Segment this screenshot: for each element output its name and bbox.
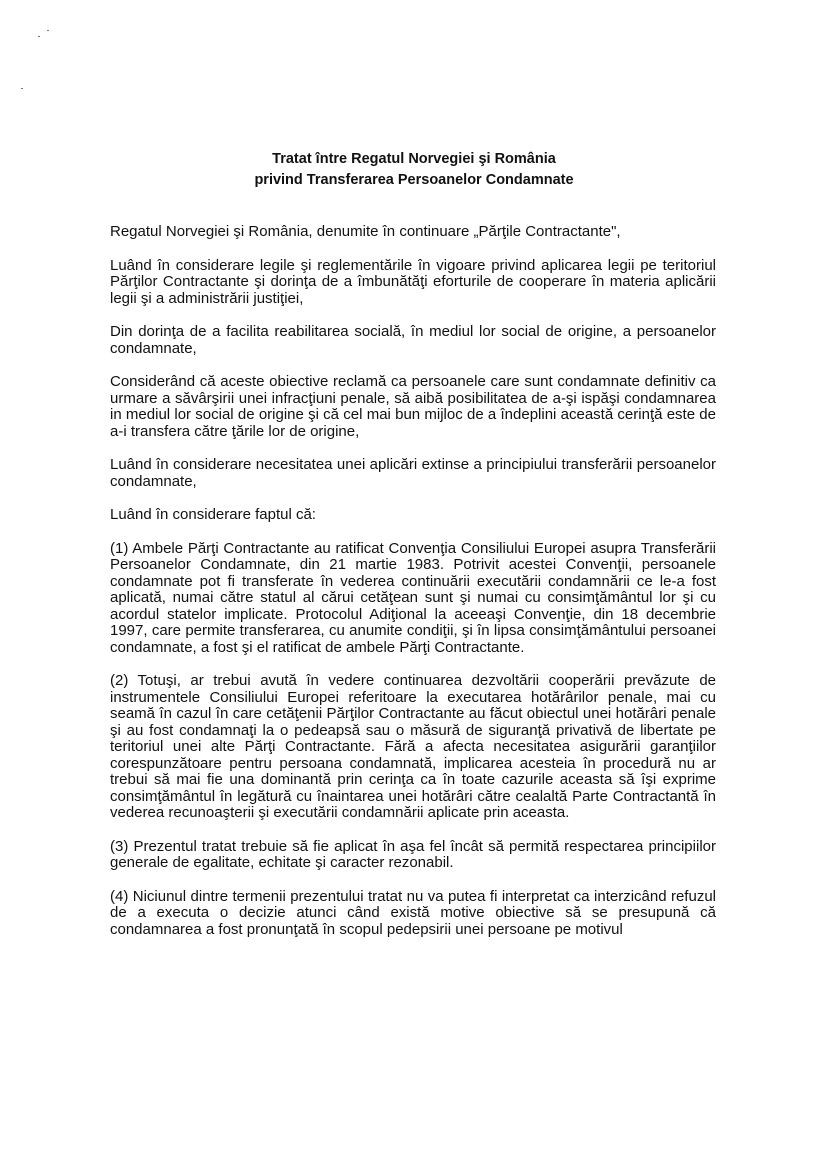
paragraph-point-4: (4) Niciunul dintre termenii prezentului tratat nu va putea fi interpretat ca interzicând refuzul de a executa o decizie atunci când există motive obiective să se presupună că condamnarea a fost pronunţată în scopul pedepsirii unei persoane pe motivul [110,887,716,938]
paragraph-point-1: (1) Ambele Părţi Contractante au ratificat Convenţia Consiliului Europei asupra Transferării Persoanelor Condamnate, din 21 martie 1983. Potrivit acestei Convenţii, persoanele condamnate pot fi transferate în vederea continuării executării condamnării ce le-a fost aplicată, numai către statul al cărui cetăţean sunt şi numai cu consimţământul lor şi cu acordul statelor implicate. Protocolul Adiţional la aceeaşi Convenţie, din 18 decembrie 1997, care permite transferarea, cu anumite condiţii, şi în lipsa consimţământului persoanei condamnate, a fost şi el ratificat de ambele Părţi Contractante. [110,539,716,656]
paragraph-legislation: Luând în considerare legile şi reglementările în vigoare privind aplicarea legii pe teritoriul Părţilor Contractante şi dorinţa de a îmbunătăţi eforturile de cooperare în materia aplicării legii şi a administrării justiţiei, [110,256,716,307]
document-body [110,224,716,955]
paragraph-parties: Regatul Norvegiei şi România, denumite în continuare „Părţile Contractante", [110,223,621,240]
paragraph-considering: Luând în considerare faptul că: [110,506,316,523]
document-title [0,149,828,191]
paragraph-rehabilitation: Din dorinţa de a facilita reabilitarea socială, în mediul lor social de origine, a persoanelor condamnate, [110,323,716,357]
paragraph-point-3: (3) Prezentul tratat trebuie să fie aplicat în aşa fel încât să permită respectarea principiilor generale de egalitate, echitate şi caracter rezonabil. [110,837,716,871]
paragraph-extended-application: Luând în considerare necesitatea unei aplicări extinse a principiului transferării persoanelor condamnate, [110,456,716,490]
paragraph-objectives: Considerând că aceste obiective reclamă ca persoanele care sunt condamnate definitiv ca urmare a săvârşirii unei infracţiuni penale, să aibă posibilitatea de a-şi ispăşi condamnarea in mediul lor social de origine şi că cel mai bun mijloc de a îndeplini această cerinţă este de a-i transfera către ţările lor de origine, [110,373,716,440]
title-line-2: privind Transferarea Persoanelor Condamnate [254,172,574,188]
paragraph-point-2: (2) Totuşi, ar trebui avută în vedere continuarea dezvoltării cooperării prevăzute de instrumentele Consiliului Europei referitoare la executarea hotărârilor penale, mai cu seamă în cazul în care cetăţenii Părţilor Contractante au făcut obiectul unei hotărâri penale şi au fost condamnaţi la o pedeapsă sau o măsură de siguranţă privativă de libertate pe teritoriul unei alte Părţi Contractante. Fără a afecta necesitatea asigurării garanţiilor corespunzătoare pentru persoana condamnată, implicarea acesteia în procedură nu ar trebui să mai fie una dominantă prin cerinţa ca în toate cazurile aceasta să îşi exprime consimţământul în legătură cu înaintarea unei hotărâri către cealaltă Parte Contractantă în vederea recunoaşterii şi executării condamnării aplicate prin aceasta. [110,672,716,821]
title-line-1: Tratat între Regatul Norvegiei şi România [272,151,556,167]
